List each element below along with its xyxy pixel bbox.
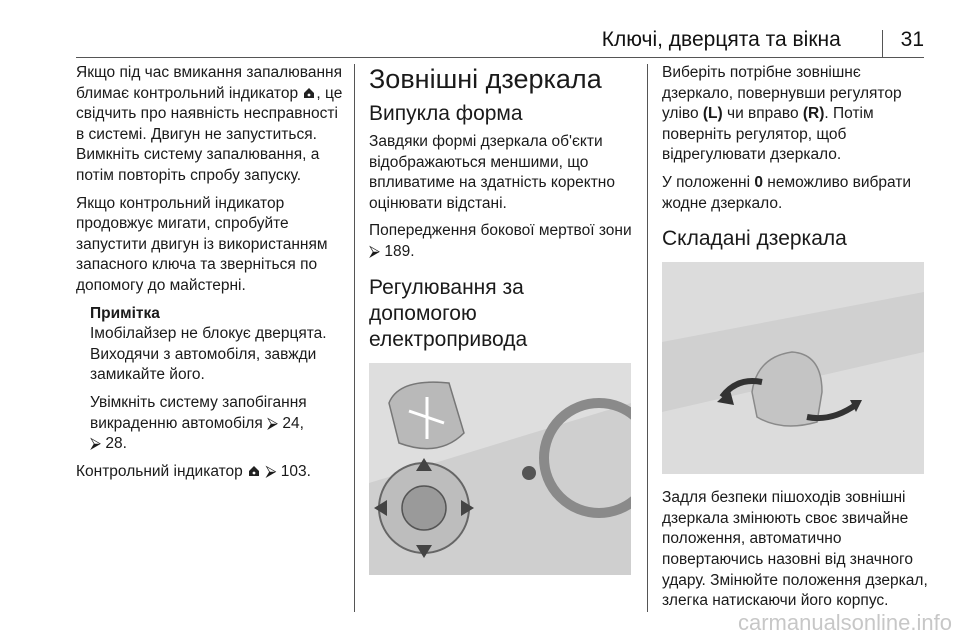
mirror-switch-image bbox=[369, 363, 631, 575]
subsection-heading: Регулювання за допомогою електропривода bbox=[369, 275, 528, 351]
folding-mirror-image bbox=[662, 262, 924, 474]
note-text: Імобілайзер не блокує дверцята. Виходячи з автомобіля, завжди замикайте його. bbox=[90, 325, 327, 384]
note-title: Примітка bbox=[90, 304, 160, 322]
header-rule bbox=[76, 57, 924, 58]
folding-mirror-illustration bbox=[662, 262, 924, 474]
page-ref-link[interactable]: 24, bbox=[282, 414, 304, 432]
paragraph: Якщо контрольний індикатор продовжує мигати, спробуйте запустити двигун із використанням запасного ключа та зверніться по допомогу до майстерні. bbox=[76, 194, 328, 294]
paragraph: Якщо під час вмикання запалювання блимає контрольний індикатор , це свідчить про наявність несправності в системі. Двигун не запуститься. Вимкніть систему запалювання, а потім повторіть спробу запуску. bbox=[76, 64, 343, 184]
subsection-heading: Випукла форма bbox=[369, 102, 523, 125]
paragraph: У положенні 0 неможливо вибрати жодне дзеркало. bbox=[662, 173, 912, 212]
paragraph: Завдяки формі дзеркала об'єкти відображаються меншими, що впливатиме на здатність коректно оцінювати відстані. bbox=[369, 133, 615, 212]
column-1 bbox=[76, 63, 348, 489]
paragraph: Попередження бокової мертвої зони ⮚ 189. bbox=[369, 222, 632, 260]
section-heading: Зовнішні дзеркала bbox=[369, 64, 602, 94]
watermark: carmanualsonline.info bbox=[737, 610, 952, 635]
note-text: Увімкніть систему запобігання викраденню автомобіля ⮚ 24, ⮚ 28. bbox=[90, 393, 307, 453]
subsection-heading: Складані дзеркала bbox=[662, 227, 847, 251]
chapter-title: Ключі, дверцята та вікна bbox=[601, 28, 841, 51]
immobilizer-icon bbox=[302, 87, 316, 99]
header-divider bbox=[882, 30, 883, 58]
page-number: 31 bbox=[900, 28, 924, 51]
paragraph: Задля безпеки пішоходів зовнішні дзеркала змінюють своє звичайне положення, автоматично повертаючись назовні від значного удару. Змінюйте положення дзеркал, злегка натискаючи його корпус. bbox=[662, 489, 928, 610]
column-2 bbox=[369, 63, 641, 575]
note-block bbox=[76, 304, 348, 455]
page-header bbox=[0, 28, 924, 52]
paragraph: Виберіть потрібне зовнішнє дзеркало, повернувши регулятор уліво (L) чи вправо (R). Потім поверніть регулятор, щоб відрегулювати дзеркало. bbox=[662, 64, 902, 164]
column-divider-1 bbox=[354, 64, 355, 612]
page-ref-icon: ⮚ bbox=[267, 414, 279, 432]
paragraph: Контрольний індикатор ⮚ 103. bbox=[76, 462, 311, 480]
page-ref-link[interactable]: 103. bbox=[280, 462, 311, 480]
page-ref-icon: ⮚ bbox=[265, 462, 277, 480]
page-ref-icon: ⮚ bbox=[90, 435, 102, 453]
page-ref-icon: ⮚ bbox=[369, 242, 381, 260]
column-divider-2 bbox=[647, 64, 648, 612]
mirror-control-illustration bbox=[369, 363, 631, 575]
column-3 bbox=[662, 63, 932, 619]
page-ref-link[interactable]: 28. bbox=[105, 435, 127, 453]
immobilizer-icon bbox=[247, 465, 261, 477]
page-ref-link[interactable]: 189. bbox=[384, 242, 415, 260]
